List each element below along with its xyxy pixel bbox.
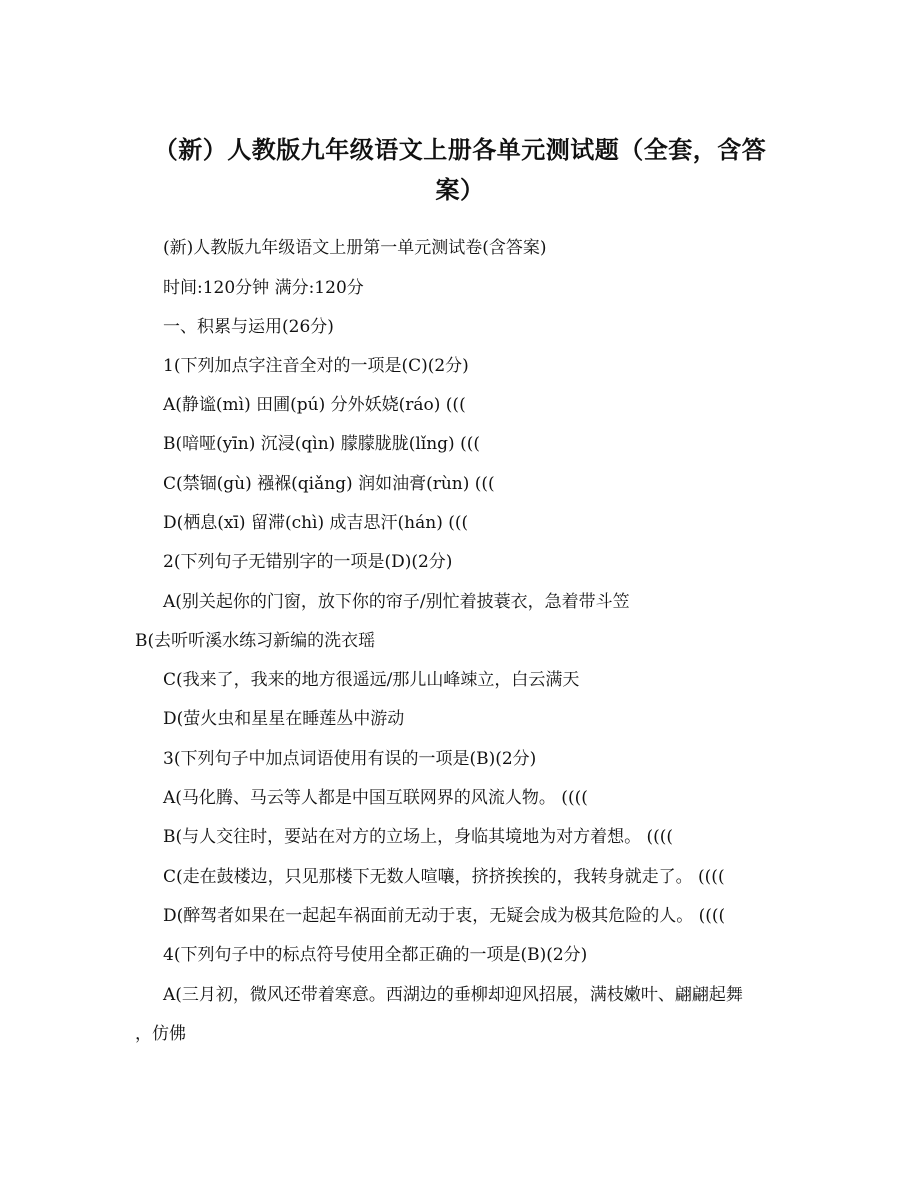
q4-option-a-continued: ，仿佛 bbox=[135, 1024, 186, 1044]
q1-option-b: B(喑哑(yīn) 沉浸(qìn) 朦朦胧胧(lǐng) ((( bbox=[163, 434, 480, 454]
q2-option-b: B(去听听溪水练习新编的洗衣瑶 bbox=[135, 631, 376, 651]
question-3: 3(下列句子中加点词语使用有误的一项是(B)(2分) bbox=[163, 749, 537, 769]
question-4: 4(下列句子中的标点符号使用全都正确的一项是(B)(2分) bbox=[163, 945, 588, 965]
section-heading: 一、积累与运用(26分) bbox=[163, 317, 334, 337]
question-2: 2(下列句子无错别字的一项是(D)(2分) bbox=[163, 552, 453, 572]
subtitle: (新)人教版九年级语文上册第一单元测试卷(含答案) bbox=[163, 238, 547, 258]
q3-option-a: A(马化腾、马云等人都是中国互联网界的风流人物。 (((( bbox=[163, 788, 588, 808]
q1-option-d: D(栖息(xī) 留滞(chì) 成吉思汗(hán) ((( bbox=[163, 513, 469, 533]
q3-option-c: C(走在鼓楼边，只见那楼下无数人喧嚷，挤挤挨挨的，我转身就走了。 (((( bbox=[163, 867, 725, 887]
q2-option-c: C(我来了，我来的地方很遥远/那儿山峰竦立，白云满天 bbox=[163, 670, 580, 690]
q2-option-d: D(萤火虫和星星在睡莲丛中游动 bbox=[163, 709, 405, 729]
q3-option-d: D(醉驾者如果在一起起车祸面前无动于衷，无疑会成为极其危险的人。 (((( bbox=[163, 906, 726, 926]
q4-option-a: A(三月初，微风还带着寒意。西湖边的垂柳却迎风招展，满枝嫩叶、翩翩起舞 bbox=[163, 985, 743, 1005]
q1-option-c: C(禁锢(gù) 襁褓(qiǎng) 润如油膏(rùn) ((( bbox=[163, 474, 495, 494]
document-title-line-2: 案） bbox=[435, 176, 485, 204]
q1-option-a: A(静谧(mì) 田圃(pú) 分外妖娆(ráo) ((( bbox=[163, 395, 466, 415]
time-score: 时间:120分钟 满分:120分 bbox=[163, 278, 364, 298]
q3-option-b: B(与人交往时，要站在对方的立场上，身临其境地为对方着想。 (((( bbox=[163, 827, 674, 847]
document-title-line-1: （新）人教版九年级语文上册各单元测试题（全套，含答 bbox=[153, 136, 767, 164]
q2-option-a: A(别关起你的门窗，放下你的帘子/别忙着披蓑衣，急着带斗笠 bbox=[163, 592, 630, 612]
question-1: 1(下列加点字注音全对的一项是(C)(2分) bbox=[163, 356, 469, 376]
